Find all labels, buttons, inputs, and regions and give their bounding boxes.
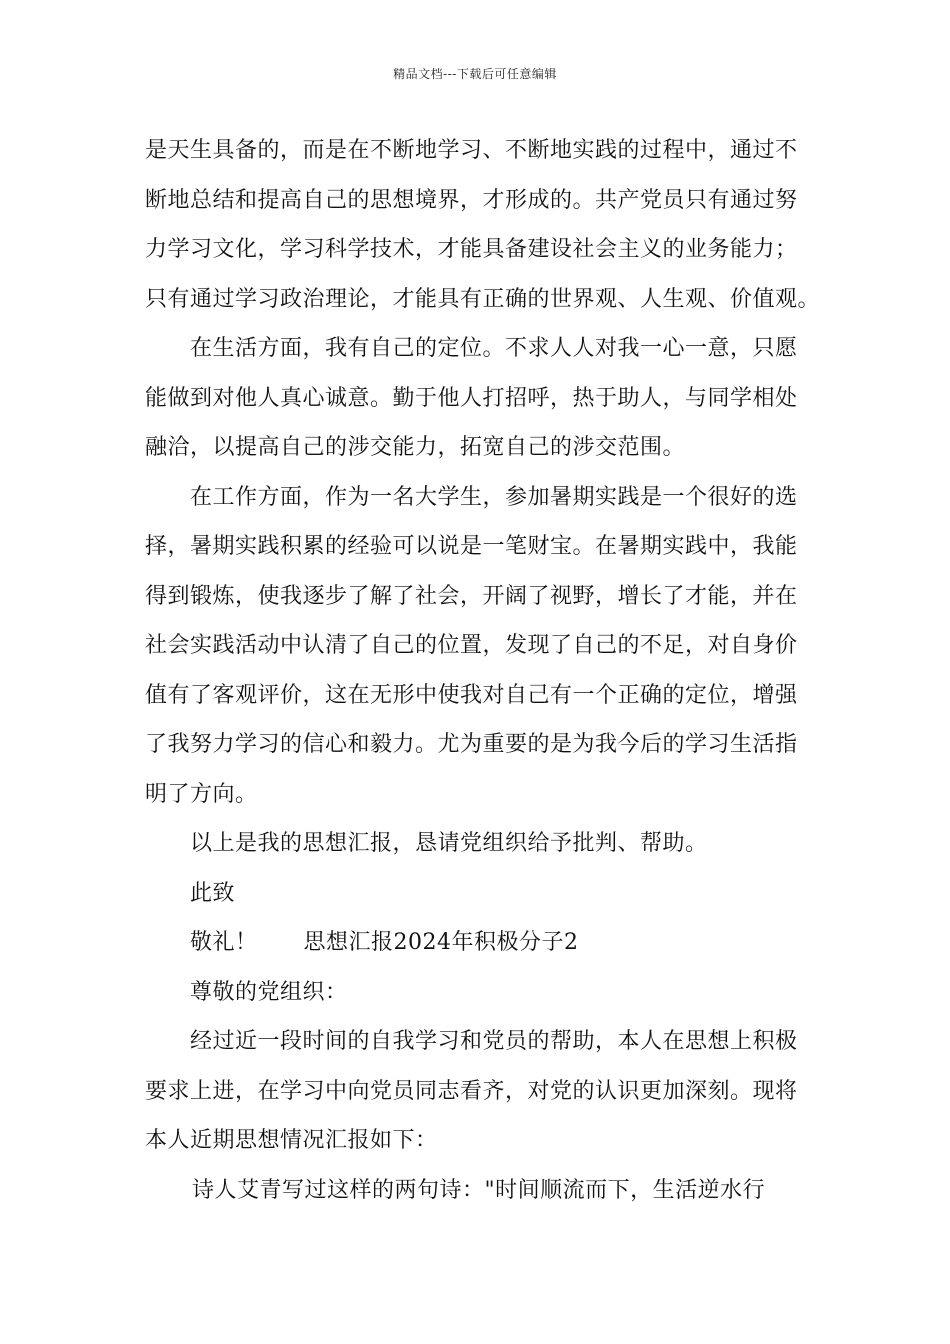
body-line: 社会实践活动中认清了自己的位置，发现了自己的不足，对自身价: [145, 633, 798, 658]
closing-salute-line: [145, 918, 810, 968]
paragraph-start-line: 在生活方面，我有自己的定位。不求人人对我一心一意，只愿: [190, 336, 798, 361]
closing-salute: 敬礼！: [190, 930, 258, 955]
closing-cizhi: 此致: [190, 880, 236, 906]
body-line: 能做到对他人真心诚意。勤于他人打招呼，热于助人，与同学相处: [145, 385, 798, 411]
body-line: 得到锻炼，使我逐步了解了社会，开阔了视野，增长了才能，并在: [145, 583, 798, 609]
poem-quote-line: 诗人艾青写过这样的两句诗："时间顺流而下，生活逆水行: [192, 1177, 766, 1203]
body-line: 要求上进，在学习中向党员同志看齐，对党的认识更加深刻。现将: [145, 1078, 798, 1104]
body-line: 明了方向。: [145, 781, 258, 807]
body-line: 择，暑期实践积累的经验可以说是一笔财宝。在暑期实践中，我能: [145, 534, 798, 559]
page-header: 精品文档---下载后可任意编辑: [393, 67, 557, 81]
paragraph-start-line: 在工作方面，作为一名大学生，参加暑期实践是一个很好的选: [190, 484, 798, 510]
body-line: 是天生具备的，而是在不断地学习、不断地实践的过程中，通过不: [145, 138, 798, 163]
document-body: [145, 126, 821, 1215]
body-line: 力学习文化，学习科学技术，才能具备建设社会主义的业务能力；: [145, 237, 798, 262]
paragraph-start-line: 经过近一段时间的自我学习和党员的帮助，本人在思想上积极: [190, 1029, 798, 1054]
next-report-title: 思想汇报2024年积极分子2: [303, 930, 579, 955]
body-line: 值有了客观评价，这在无形中使我对自己有一个正确的定位，增强: [145, 682, 798, 708]
salutation: 尊敬的党组织：: [190, 979, 348, 1005]
body-line: 本人近期思想情况汇报如下：: [145, 1128, 438, 1153]
body-line: 断地总结和提高自己的思想境界，才形成的。共产党员只有通过努: [145, 187, 798, 213]
closing-request-line: 以上是我的思想汇报，恳请党组织给予批判、帮助。: [190, 831, 708, 856]
body-line: 融洽，以提高自己的涉交能力，拓宽自己的涉交范围。: [145, 435, 686, 460]
body-line: 只有通过学习政治理论，才能具有正确的世界观、人生观、价值观。: [145, 286, 821, 312]
body-line: 了我努力学习的信心和毅力。尤为重要的是为我今后的学习生活指: [145, 732, 798, 757]
